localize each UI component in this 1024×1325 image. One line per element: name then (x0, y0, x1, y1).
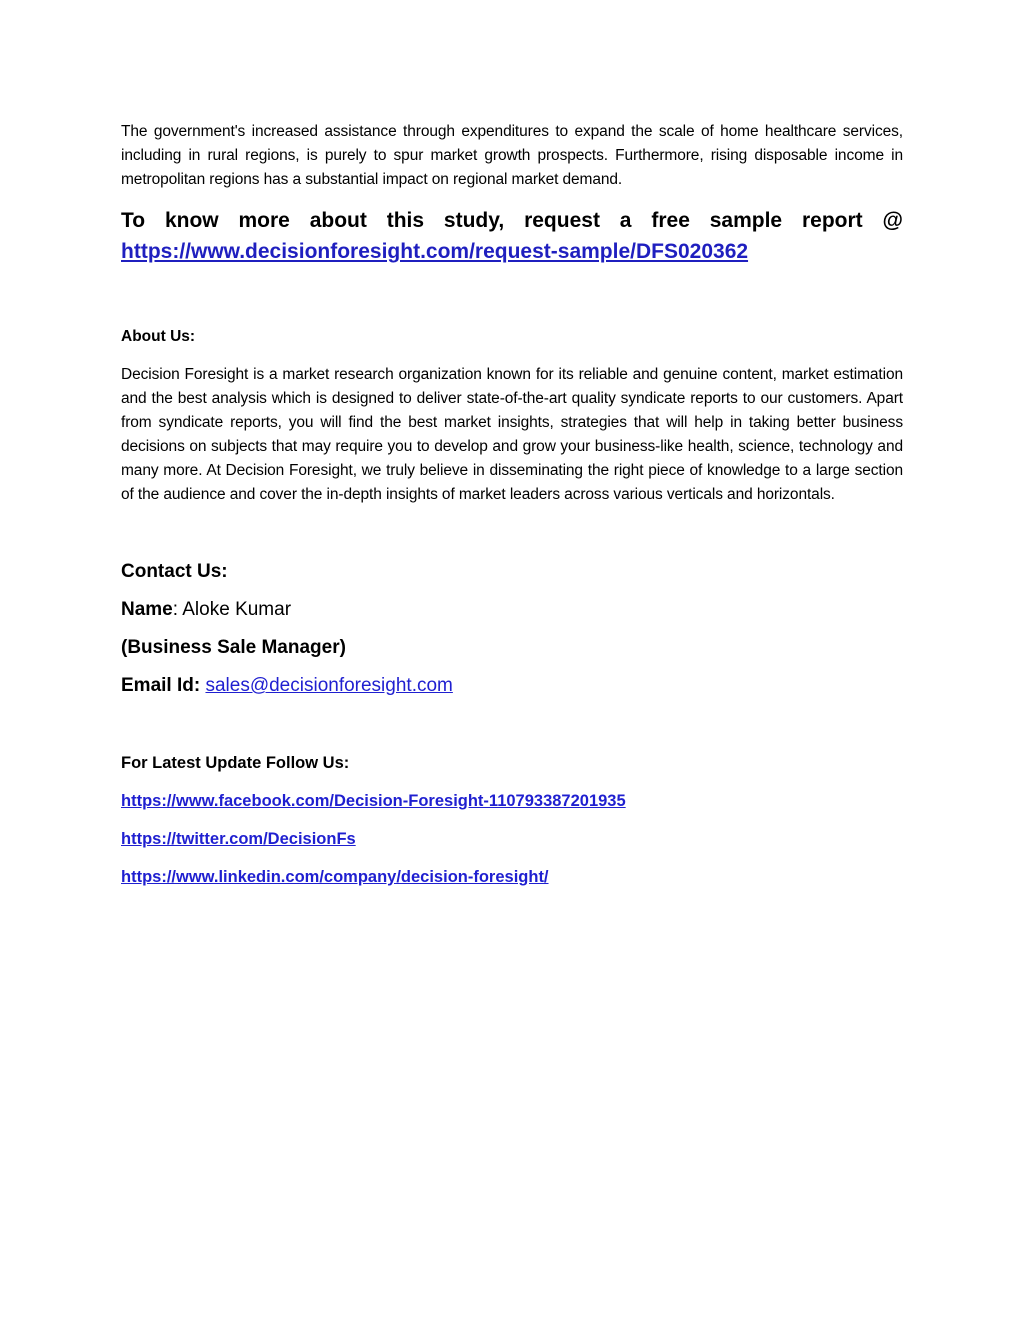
facebook-link[interactable]: https://www.facebook.com/Decision-Foresight-110793387201935 (121, 792, 626, 810)
about-paragraph: Decision Foresight is a market research organization known for its reliable and genuine content, market estimation and the best analysis which is designed to deliver state-of-the-art quality syndicate reports to our customers. Apart from syndicate reports, you will find the best market insights, strategies that will help in taking better business decisions on subjects that may require you to develop and grow your business-like health, science, technology and many more. At Decision Foresight, we truly believe in disseminating the right piece of knowledge to a large section of the audience and cover the in-depth insights of market leaders across various verticals and horizontals. (121, 366, 903, 503)
email-link[interactable]: sales@decisionforesight.com (205, 675, 453, 696)
about-heading: About Us: (121, 328, 196, 345)
contact-heading: Contact Us: (121, 561, 228, 582)
intro-paragraph: The government's increased assistance through expenditures to expand the scale of home healthcare services, including in rural regions, is purely to spur market growth prospects. Furthermore, rising disposable income in metropolitan regions has a substantial impact on regional market demand. (121, 123, 903, 188)
linkedin-link[interactable]: https://www.linkedin.com/company/decision-foresight/ (121, 868, 549, 886)
contact-role: (Business Sale Manager) (121, 637, 346, 658)
name-label: Name (121, 599, 173, 620)
sample-report-link[interactable]: https://www.decisionforesight.com/request-sample/DFS020362 (121, 240, 749, 263)
sample-report-cta: To know more about this study, request a free sample report @ (121, 209, 903, 232)
twitter-link[interactable]: https://twitter.com/DecisionFs (121, 830, 356, 848)
document-page (121, 120, 903, 889)
follow-heading: For Latest Update Follow Us: (121, 754, 350, 772)
name-value: : Aloke Kumar (172, 599, 292, 620)
contact-email-line (121, 672, 903, 700)
email-label: Email Id: (121, 675, 206, 696)
contact-name-line (121, 596, 903, 624)
contact-block (121, 558, 903, 700)
